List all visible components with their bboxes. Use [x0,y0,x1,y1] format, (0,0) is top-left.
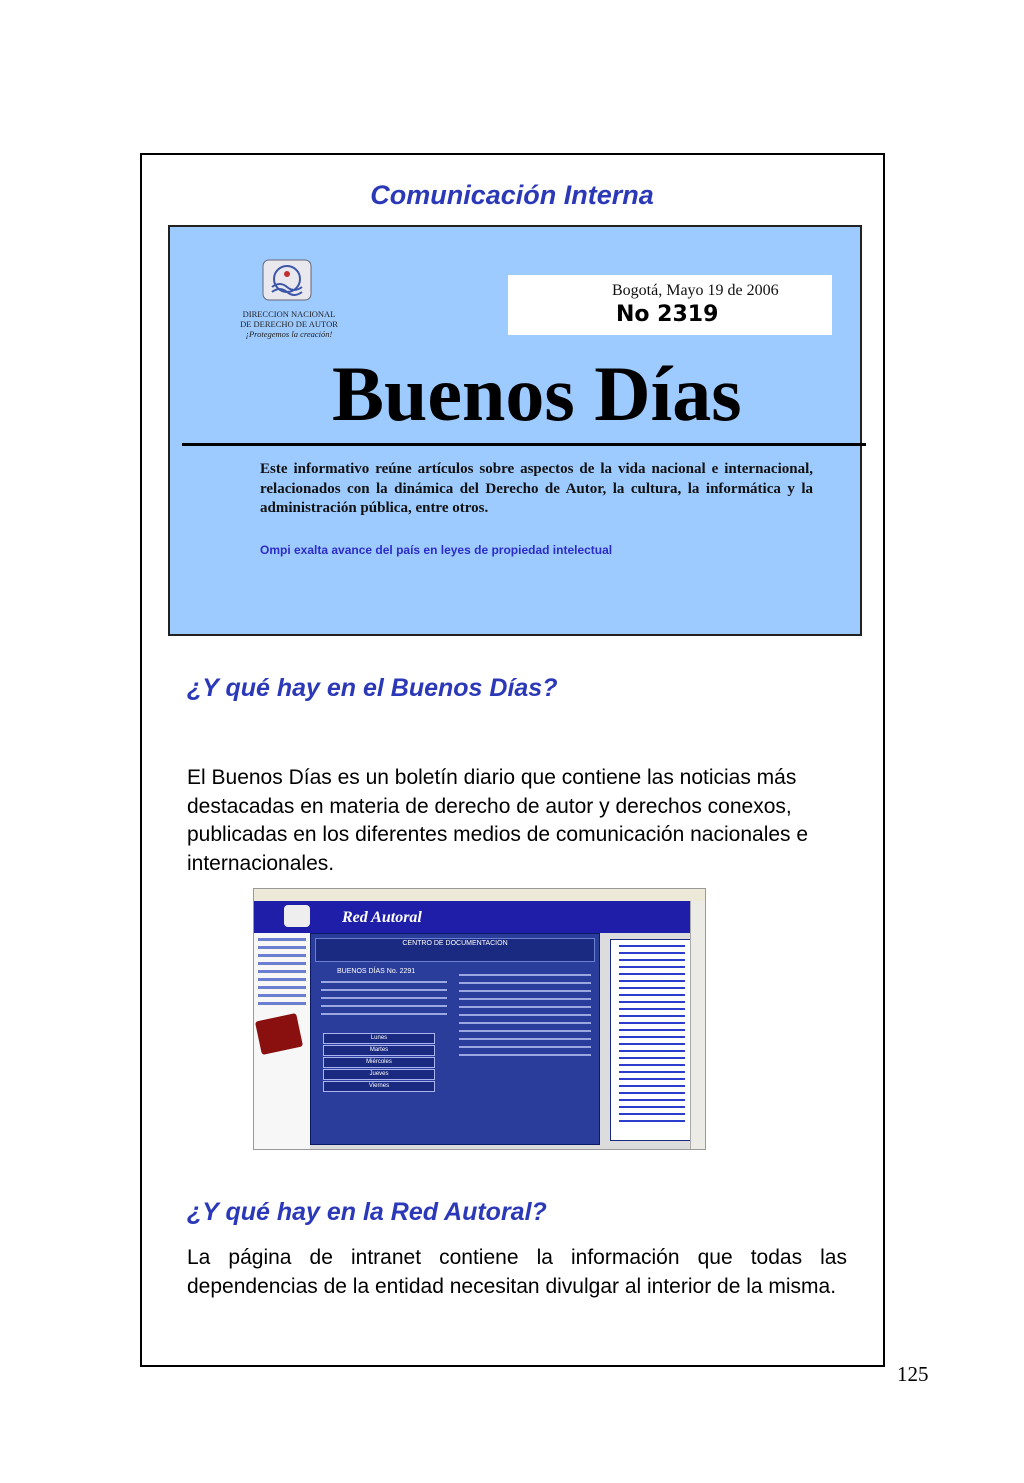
day-link[interactable]: Miércoles [323,1057,435,1068]
logo-caption [234,309,344,339]
day-link[interactable]: Martes [323,1045,435,1056]
text-line [619,945,685,947]
text-line [619,1106,685,1108]
newsletter-intro: Este informativo reúne artículos sobre aspectos de la vida nacional e internacional, relacionados con la dinámica del Derecho de Autor, la cultura, la informática y la administración pública, entre otros. [260,461,813,516]
nav-line [258,994,306,997]
text-line [619,1113,685,1115]
text-line [619,1092,685,1094]
page-number: 125 [897,1362,929,1386]
section-heading-red-autoral: ¿Y qué hay en la Red Autoral? [187,1198,547,1226]
site-name: Red Autoral [342,909,422,926]
text-line [619,1036,685,1038]
text-line [459,1022,591,1024]
date-box [508,275,832,335]
section-body-red-autoral: La página de intranet contiene la información que todas las dependencias de la entidad necesitan divulgar al interior de la misma. [187,1246,847,1298]
dnda-logo-icon [262,259,312,301]
text-line [459,998,591,1000]
text-line [619,1043,685,1045]
text-line [619,1057,685,1059]
site-banner [254,901,691,933]
main-panel [310,933,600,1145]
text-line [619,1008,685,1010]
text-line [321,1013,447,1015]
text-line [619,1015,685,1017]
text-line [459,1006,591,1008]
text-line [459,1030,591,1032]
logo-tagline: ¡Protegemos la creación! [245,329,333,339]
nav-line [258,970,306,973]
days-list [323,1032,435,1092]
text-line [619,980,685,982]
day-link[interactable]: Lunes [323,1033,435,1044]
section-title: Comunicación Interna [370,180,654,210]
text-line [459,990,591,992]
nav-line [258,986,306,989]
text-line [619,1099,685,1101]
text-line [459,1046,591,1048]
day-link[interactable]: Viernes [323,1081,435,1092]
logo-line: DE DERECHO DE AUTOR [240,319,338,329]
news-column [457,968,593,1136]
text-line [459,1014,591,1016]
text-line [459,974,591,976]
doc-center-title: CENTRO DE DOCUMENTACION [402,940,508,947]
text-line [459,1054,591,1056]
nav-line [258,954,306,957]
text-line [619,1001,685,1003]
text-line [619,1120,685,1122]
intranet-screenshot [253,888,706,1150]
headline-link[interactable]: Ompi exalta avance del país en leyes de propiedad intelectual [260,543,613,557]
text-line [619,1029,685,1031]
nav-line [258,962,306,965]
nav-line [258,978,306,981]
nav-line [258,938,306,941]
text-line [619,1085,685,1087]
text-line [619,994,685,996]
masthead-rule [182,443,866,446]
doc-center-header [315,938,595,962]
text-line [459,982,591,984]
nav-line [258,1002,306,1005]
text-line [619,1064,685,1066]
right-panel [610,939,694,1141]
issue-number: No 2319 [616,302,719,327]
text-line [459,1038,591,1040]
masthead-title: Buenos Días [332,350,742,437]
section-heading-buenos-dias: ¿Y qué hay en el Buenos Días? [187,674,558,702]
section-body-buenos-dias: El Buenos Días es un boletín diario que contiene las noticias más destacadas en materia de derecho de autor y derechos conexos, publicadas en los diferentes medios de comunicación nacionales e internacionales. [187,766,809,875]
logo-line: DIRECCION NACIONAL [242,309,336,319]
text-line [321,997,447,999]
text-line [619,1078,685,1080]
browser-scrollbar[interactable] [690,901,705,1149]
text-line [619,952,685,954]
day-link[interactable]: Jueves [323,1069,435,1080]
nav-line [258,946,306,949]
text-line [321,981,447,983]
text-line [619,987,685,989]
site-emblem-icon [284,905,310,927]
text-line [321,1005,447,1007]
box-title: BUENOS DÍAS No. 2291 [337,968,416,975]
issue-date: Bogotá, Mayo 19 de 2006 [612,282,779,299]
text-line [619,973,685,975]
newsletter-header [168,225,862,636]
text-line [619,966,685,968]
text-line [619,1050,685,1052]
text-line [619,1071,685,1073]
text-line [619,1022,685,1024]
text-line [619,959,685,961]
text-line [321,989,447,991]
